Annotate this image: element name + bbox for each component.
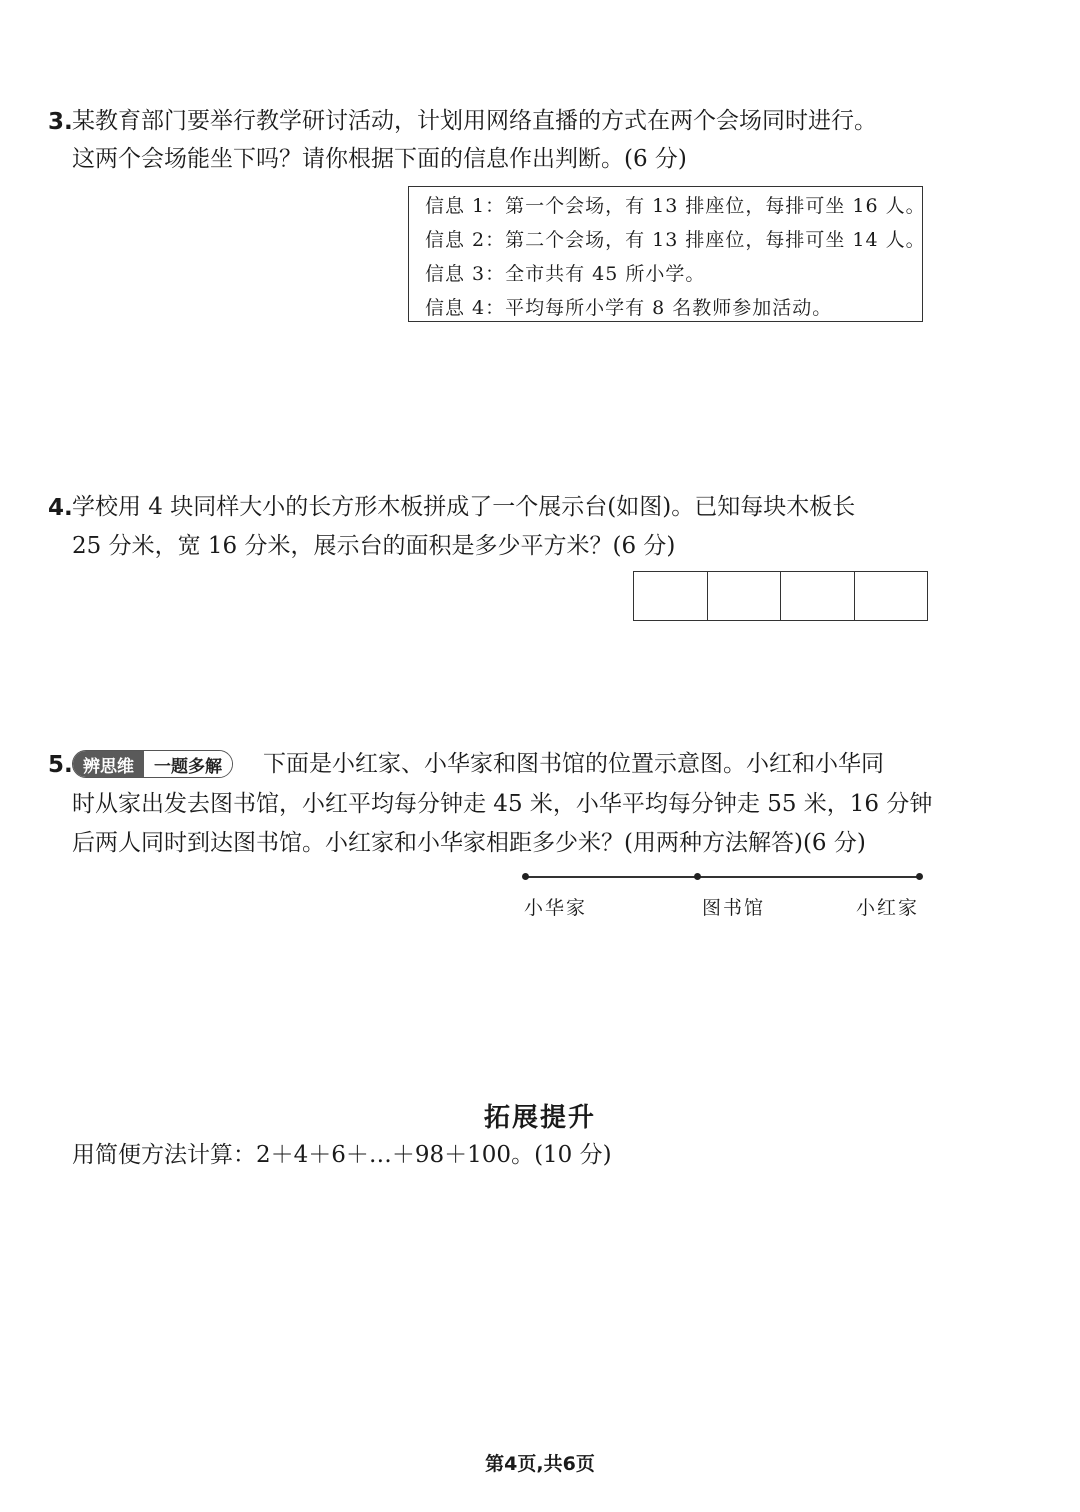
label-xiaohong-home: 小红家 <box>856 897 920 919</box>
tag-thinking: 辨思维 <box>73 751 144 777</box>
info-line-3: 信息 3：全市共有 45 所小学。 <box>425 263 706 285</box>
question-3-text-line-1: 某教育部门要举行教学研讨活动，计划用网络直播的方式在两个会场同时进行。 <box>72 108 877 134</box>
info-line-1: 信息 1：第一个会场，有 13 排座位，每排可坐 16 人。 <box>425 195 926 217</box>
question-5-text-line-2: 时从家出发去图书馆，小红平均每分钟走 45 米，小华平均每分钟走 55 米，16 分钟 <box>72 791 933 817</box>
question-5-number: 5. <box>48 752 73 778</box>
label-library: 图书馆 <box>702 897 766 919</box>
board-2 <box>708 572 782 620</box>
question-5-text-line-1: 下面是小红家、小华家和图书馆的位置示意图。小红和小华同 <box>263 751 884 777</box>
display-stand-figure <box>633 571 928 621</box>
board-1 <box>634 572 708 620</box>
label-xiaohua-home: 小华家 <box>524 897 588 919</box>
info-box <box>408 186 926 322</box>
board-3 <box>781 572 855 620</box>
question-4-number: 4. <box>48 495 73 521</box>
info-line-2: 信息 2：第二个会场，有 13 排座位，每排可坐 14 人。 <box>425 229 926 251</box>
page-number: 第4页,共6页 <box>485 1453 595 1475</box>
question-4-text-line-2: 25 分米，宽 16 分米，展示台的面积是多少平方米？(6 分) <box>72 533 676 559</box>
route-line <box>525 876 920 878</box>
question-4-text-line-1: 学校用 4 块同样大小的长方形木板拼成了一个展示台(如图)。已知每块木板长 <box>72 494 856 520</box>
tag-multi-solution: 一题多解 <box>144 751 232 777</box>
dot-library <box>694 873 701 880</box>
question-3-text-line-2: 这两个会场能坐下吗？请你根据下面的信息作出判断。(6 分) <box>72 146 687 172</box>
dot-xiaohong-home <box>916 873 923 880</box>
dot-xiaohua-home <box>522 873 529 880</box>
extension-question: 用简便方法计算：2＋4＋6＋…＋98＋100。(10 分) <box>72 1142 612 1168</box>
question-5-tags <box>72 750 233 778</box>
question-3-number: 3. <box>48 109 73 135</box>
board-4 <box>855 572 928 620</box>
info-line-4: 信息 4：平均每所小学有 8 名教师参加活动。 <box>425 297 833 319</box>
question-5-text-line-3: 后两人同时到达图书馆。小红家和小华家相距多少米？(用两种方法解答)(6 分) <box>72 830 866 856</box>
section-title: 拓展提升 <box>483 1103 596 1133</box>
